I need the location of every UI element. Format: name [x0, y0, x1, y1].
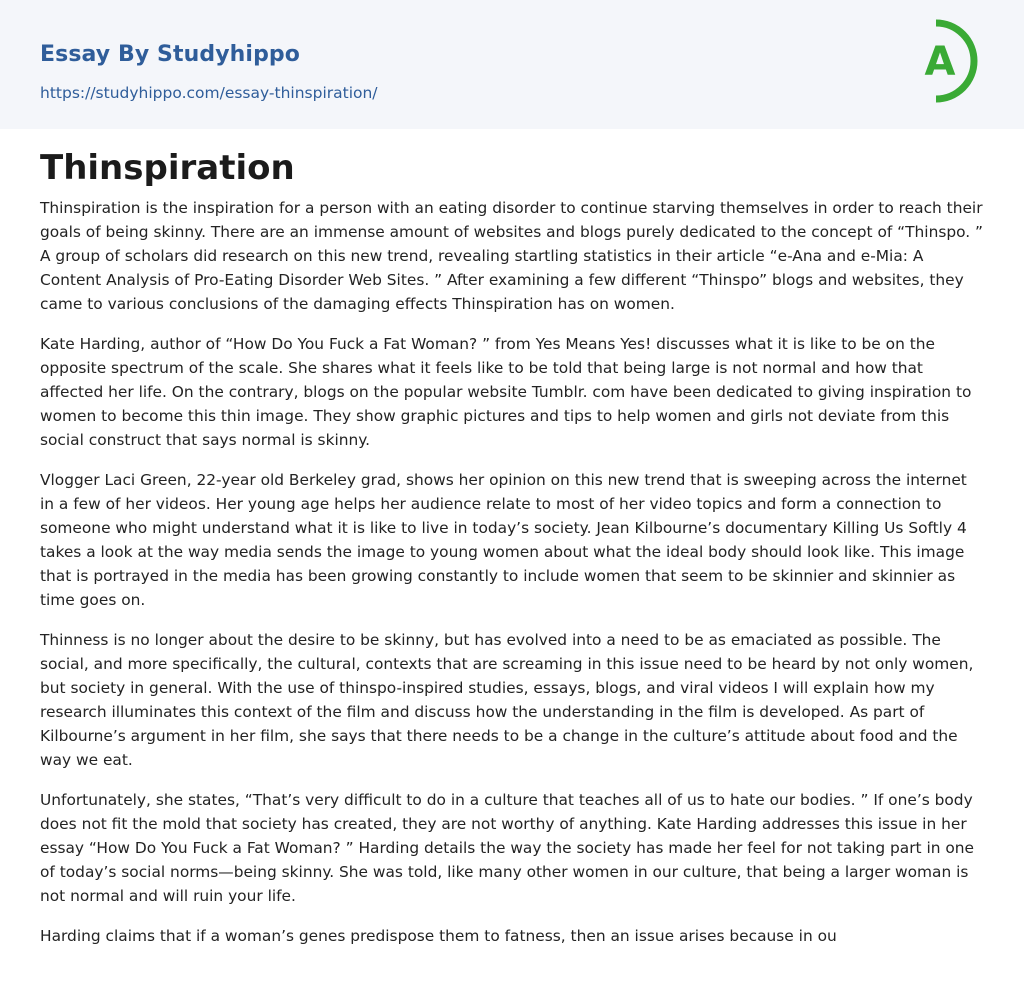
site-brand[interactable]: Essay By Studyhippo — [40, 42, 300, 67]
essay-paragraph-truncated: Harding claims that if a woman’s genes predispose them to fatness, then an issue arises because in ou — [40, 927, 837, 945]
essay-url-link[interactable]: https://studyhippo.com/essay-thinspiration/ — [40, 84, 378, 102]
essay-paragraph: Thinspiration is the inspiration for a person with an eating disorder to continue starving themselves in order to reach their goals of being skinny. There are an immense amount of websites and blogs purely dedicated to the concept of “Thinspo. ” A group of scholars did research on this new trend, revealing startling statistics in their article “e-Ana and e-Mia: A Content Analysis of Pro-Eating Disorder Web Sites. ” After examining a few different “Thinspo” blogs and websites, they came to various conclusions of the damaging effects Thinspiration has on women. — [40, 199, 984, 313]
site-header — [0, 0, 1024, 129]
essay-content — [40, 146, 984, 964]
essay-paragraph: Vlogger Laci Green, 22-year old Berkeley grad, shows her opinion on this new trend that is sweeping across the internet in a few of her videos. Her young age helps her audience relate to most of her video topics and form a connection to someone who might understand what it is like to live in today’s society. Jean Kilbourne’s documentary Killing Us Softly 4 takes a look at the way media sends the image to young women about what the ideal body should look like. This image that is portrayed in the media has been growing constantly to include women that seem to be skinnier and skinnier as time goes on. — [40, 471, 967, 609]
studyhippo-logo-icon[interactable] — [912, 19, 986, 105]
essay-paragraph: Kate Harding, author of “How Do You Fuck a Fat Woman? ” from Yes Means Yes! discusses what it is like to be on the opposite spectrum of the scale. She shares what it feels like to be told that being large is not normal and how that affected her life. On the contrary, blogs on the popular website Tumblr. com have been dedicated to giving inspiration to women to become this thin image. They show graphic pictures and tips to help women and girls not deviate from this social construct that says normal is skinny. — [40, 335, 972, 449]
essay-paragraph: Unfortunately, she states, “That’s very difficult to do in a culture that teaches all of us to hate our bodies. ” If one’s body does not fit the mold that society has created, they are not worthy of anything. Kate Harding addresses this issue in her essay “How Do You Fuck a Fat Woman? ” Harding details the way the society has made her feel for not taking part in one of today’s social norms—being skinny. She was told, like many other women in our culture, that being a larger woman is not normal and will ruin your life. — [40, 791, 975, 905]
essay-paragraph: Thinness is no longer about the desire to be skinny, but has evolved into a need to be as emaciated as possible. The social, and more specifically, the cultural, contexts that are screaming in this issue need to be heard by not only women, but society in general. With the use of thinspo-inspired studies, essays, blogs, and viral videos I will explain how my research illuminates this context of the film and discuss how the understanding in the film is developed. As part of Kilbourne’s argument in her film, she says that there needs to be a change in the culture’s attitude about food and the way we eat. — [40, 631, 974, 769]
logo-letter: A — [924, 39, 956, 85]
essay-title: Thinspiration — [40, 148, 295, 188]
